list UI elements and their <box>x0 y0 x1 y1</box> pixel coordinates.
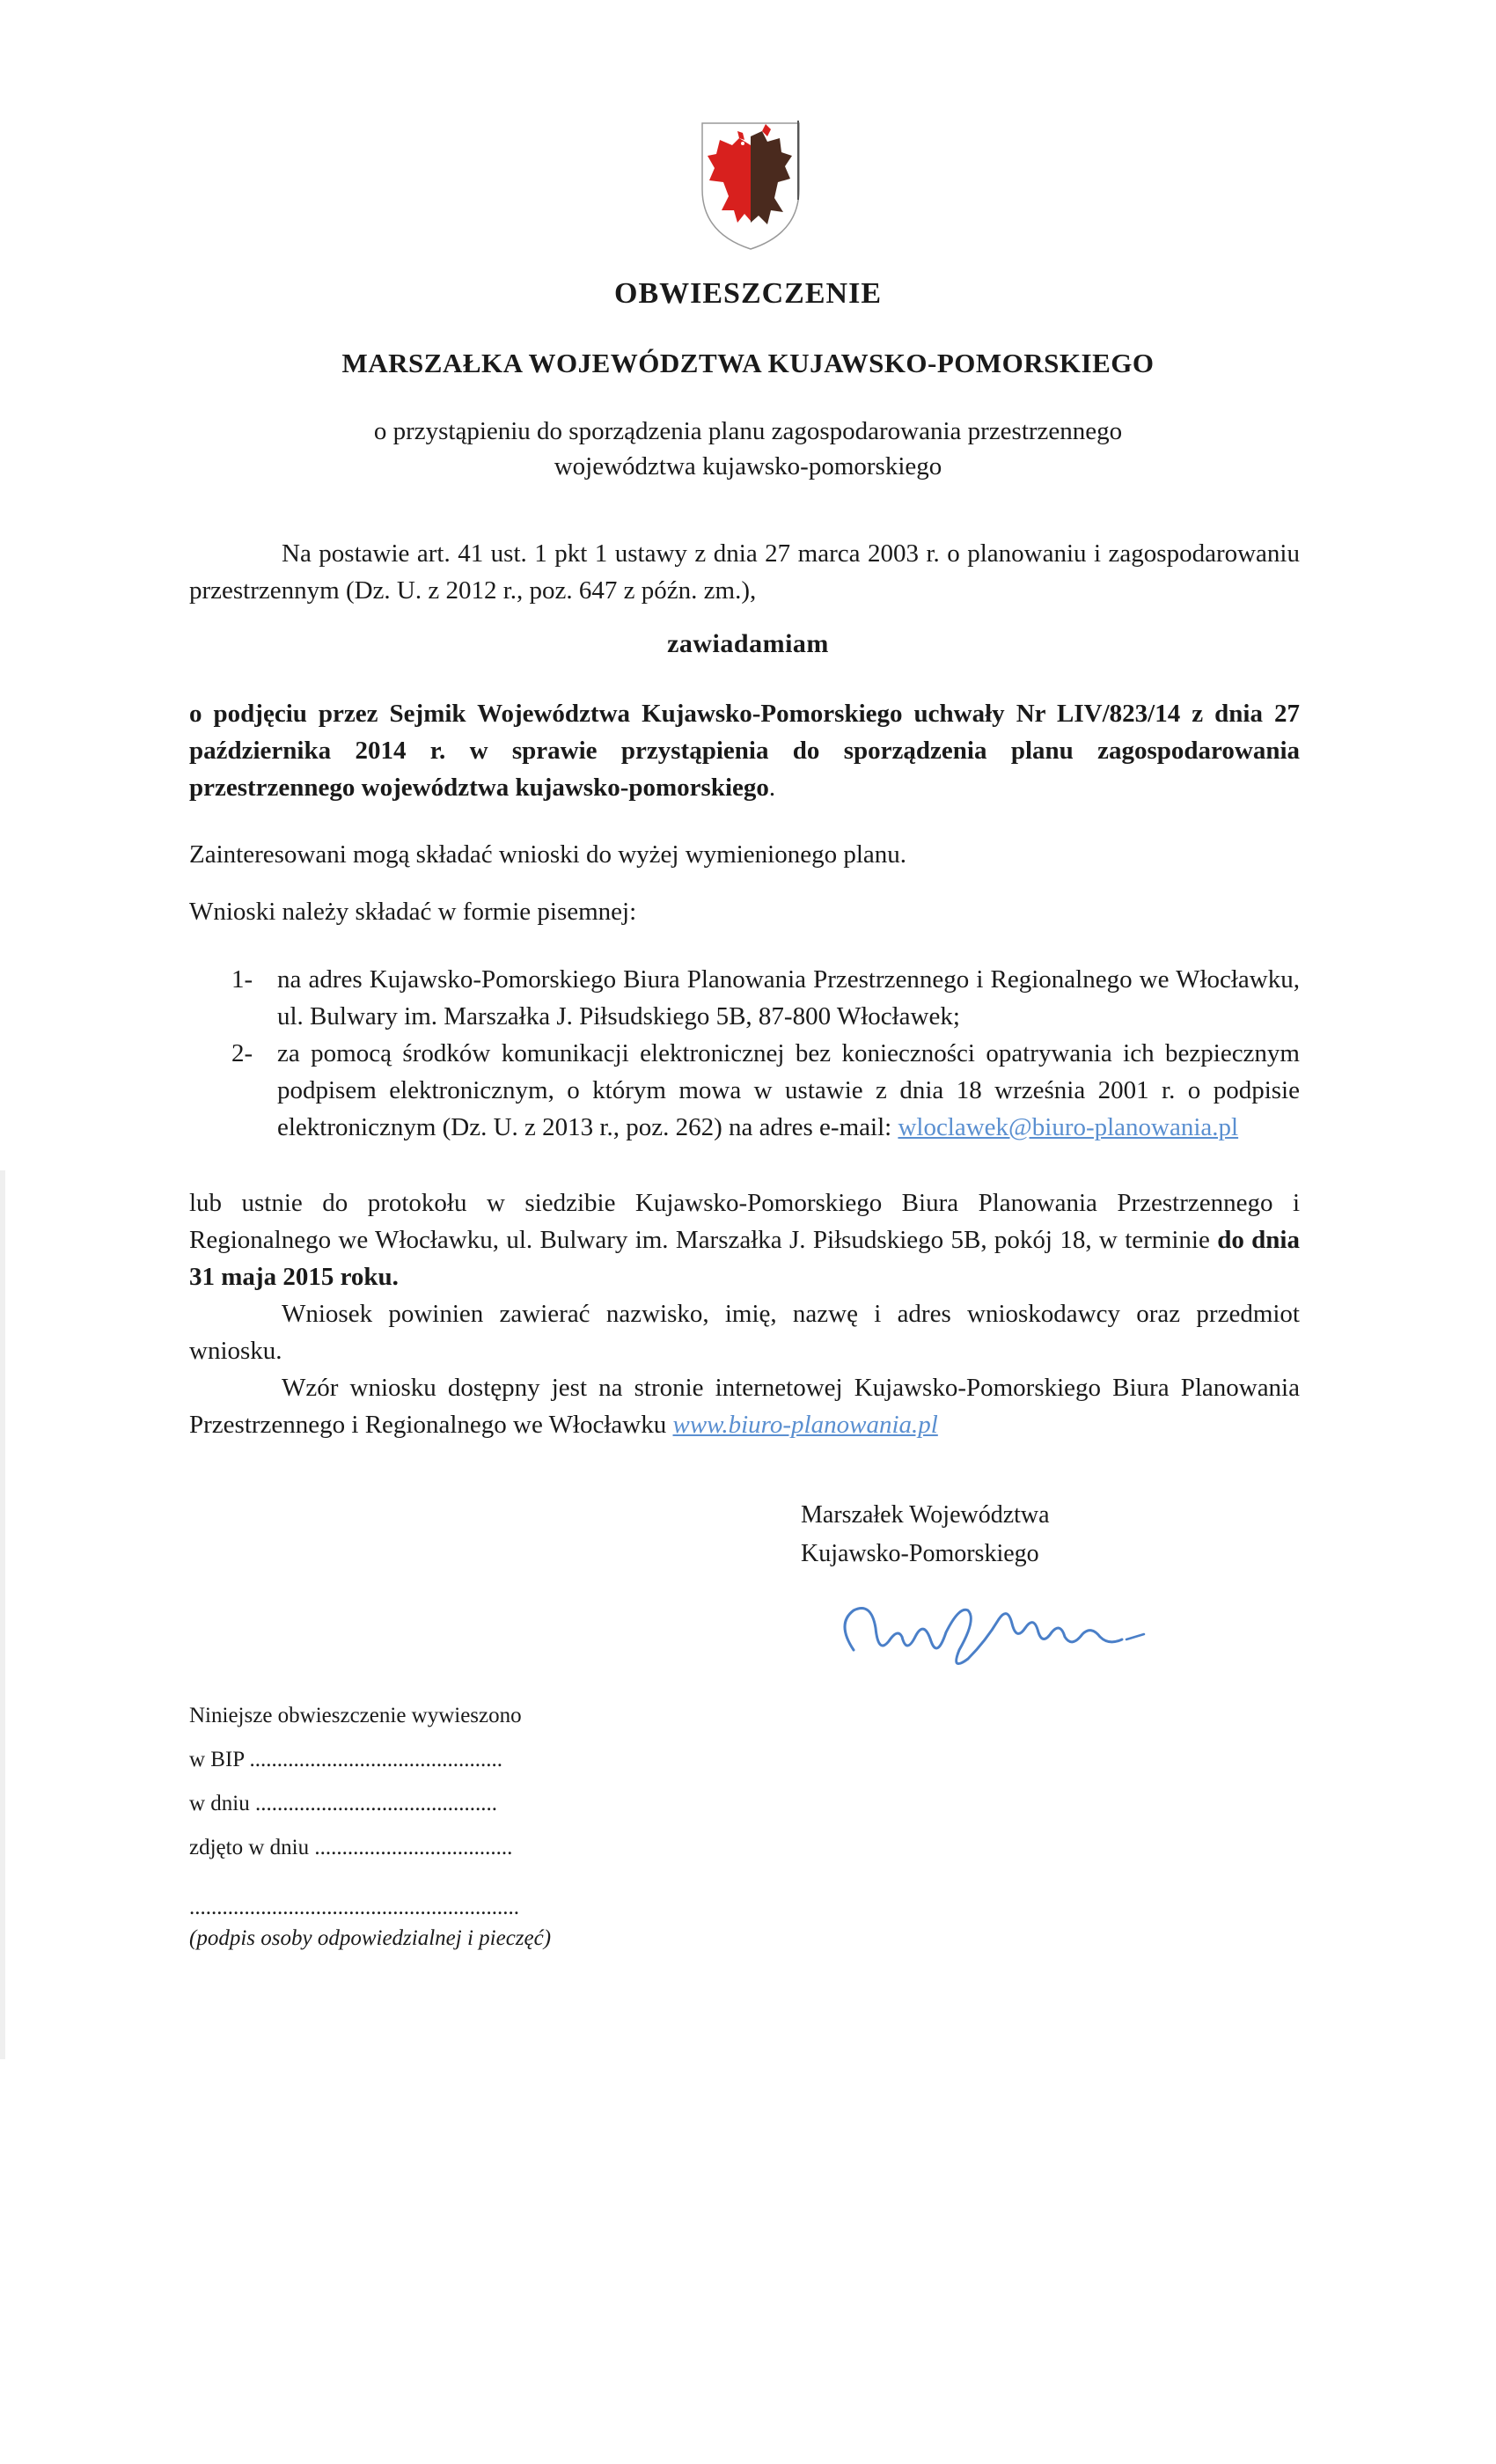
posting-date-line: w dniu ............................................ <box>189 1792 497 1815</box>
resolution-text: o podjęciu przez Sejmik Województwa Kujawsko-Pomorskiego uchwały Nr LIV/823/14 z dnia 27 października 2014 r. w sprawie przystąpienia do sporządzenia planu zagospodarowania przestrzennego województwa kujawsko-pomorskiego <box>189 700 1300 802</box>
signature-line: ............................................................ <box>189 1896 519 1919</box>
template-text: Wzór wniosku dostępny jest na stronie internetowej Kujawsko-Pomorskiego Biura Planowania Przestrzennego i Regionalnego we Włocławku <box>189 1374 1300 1439</box>
list-item-number: 2- <box>231 1039 253 1067</box>
list-item-number: 1- <box>231 965 253 994</box>
resolution-period: . <box>768 774 776 802</box>
submission-methods-list <box>189 961 1300 1146</box>
coat-of-arms-emblem <box>693 119 808 251</box>
posting-bip-line: w BIP .............................................. <box>189 1748 503 1771</box>
email-link[interactable]: wloclawek@biuro-planowania.pl <box>898 1113 1239 1141</box>
interested-paragraph: Zainteresowani mogą składać wnioski do wyżej wymienionego planu. <box>189 840 907 869</box>
issuing-authority: MARSZAŁKA WOJEWÓDZTWA KUJAWSKO-POMORSKIEGO <box>341 348 1155 378</box>
scan-edge-shadow <box>0 1170 5 2059</box>
list-item-text <box>277 1035 1300 1146</box>
subtitle-line-1: o przystąpieniu do sporządzenia planu zagospodarowania przestrzennego <box>373 417 1123 445</box>
form-intro-paragraph: Wnioski należy składać w formie pisemnej: <box>189 898 637 926</box>
oral-submission-text: lub ustnie do protokołu w siedzibie Kujawsko-Pomorskiego Biura Planowania Przestrzennego i Regionalnego we Włocławku, ul. Bulwary im. Marszałka J. Piłsudskiego 5B, pokój 18, w terminie <box>189 1189 1300 1254</box>
list-item <box>189 961 1300 1035</box>
content-requirements-paragraph: Wniosek powinien zawierać nazwisko, imię, nazwę i adres wnioskodawcy oraz przedmiot wniosku. <box>189 1300 1300 1365</box>
document-title: OBWIESZCZENIE <box>614 277 882 310</box>
website-link[interactable]: www.biuro-planowania.pl <box>672 1411 938 1439</box>
deadline-text: do dnia 31 maja 2015 roku. <box>189 1226 1300 1291</box>
spacer <box>189 1870 551 1895</box>
signatory-title-line-2: Kujawsko-Pomorskiego <box>801 1540 1039 1567</box>
signatory-title-line-1: Marszałek Województwa <box>801 1501 1050 1529</box>
resolution-paragraph <box>189 695 1300 806</box>
document-subtitle <box>0 414 1496 484</box>
list-item-text: na adres Kujawsko-Pomorskiego Biura Planowania Przestrzennego i Regionalnego we Włocławku, ul. Bulwary im. Marszałka J. Piłsudskiego 5B, 87-800 Włocławek; <box>277 965 1300 1030</box>
legal-basis-paragraph: Na postawie art. 41 ust. 1 pkt 1 ustawy z dnia 27 marca 2003 r. o planowaniu i zagospodarowaniu przestrzennym (Dz. U. z 2012 r., poz. 647 z późn. zm.), <box>189 539 1300 605</box>
template-paragraph <box>189 1369 1300 1443</box>
subtitle-line-2: województwa kujawsko-pomorskiego <box>554 452 942 480</box>
handwritten-signature <box>827 1588 1162 1685</box>
signature-caption: (podpis osoby odpowiedzialnej i pieczęć) <box>189 1926 552 1950</box>
announcement-heading: zawiadamiam <box>667 629 829 658</box>
posting-statement: Niniejsze obwieszczenie wywieszono <box>189 1704 522 1727</box>
posting-record <box>189 1694 551 1956</box>
signatory-block <box>801 1496 1050 1573</box>
list-item-text-body: za pomocą środków komunikacji elektronicznej bez konieczności opatrywania ich bezpiecznym podpisem elektronicznym, o którym mowa w ustawie z dnia 18 września 2001 r. o podpisie elektronicznym (Dz. U. z 2013 r., poz. 262) na adres e-mail: <box>277 1039 1300 1141</box>
list-item <box>189 1035 1300 1146</box>
removal-date-line: zdjęto w dniu .................................... <box>189 1836 513 1859</box>
oral-submission-paragraph <box>189 1184 1300 1295</box>
